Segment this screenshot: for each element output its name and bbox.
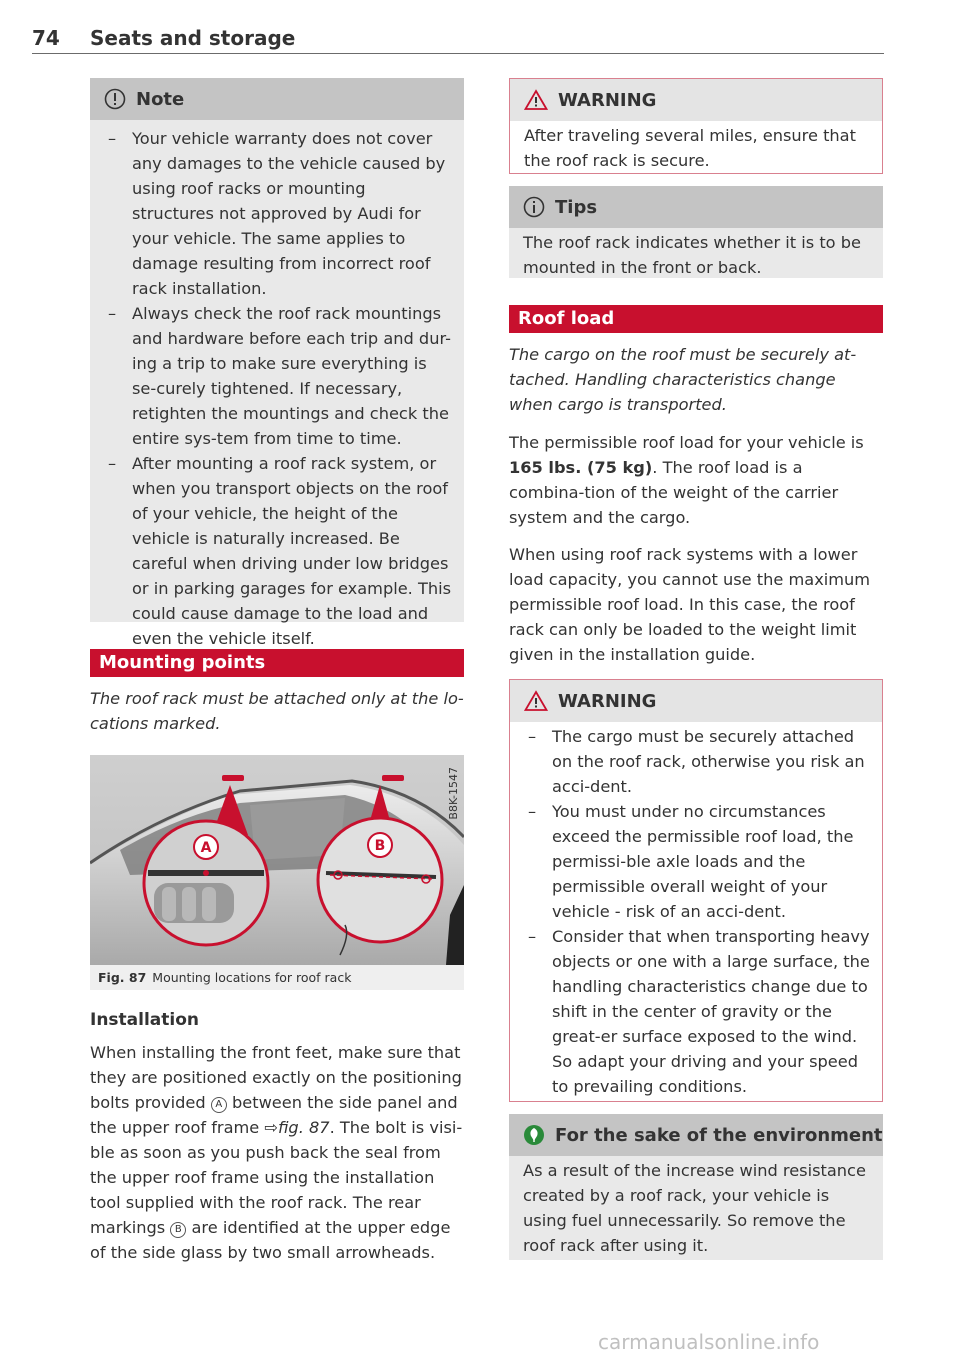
note-box — [90, 78, 464, 648]
warning-icon — [524, 89, 548, 111]
figure-label: Fig. 87 — [98, 970, 147, 985]
tips-title: Tips — [555, 196, 598, 218]
note-icon — [104, 88, 126, 110]
note-list — [104, 126, 452, 651]
fig-reference-link[interactable]: ⇨fig. 87 — [264, 1118, 330, 1137]
installation-text: When installing the front feet, make sure that they are positioned exactly on the positioning bolts provided A between the side panel and the upper roof frame ⇨fig. 87. The bolt is visi-ble as soon as you push back the seal from the upper roof frame using the installation tool supplied with the roof rack. The rear markings B are identified at the upper edge of the side glass by two small arrowheads. — [90, 1043, 463, 1262]
mounting-points-heading: Mounting points — [90, 649, 464, 677]
page-header — [32, 24, 884, 54]
figure-code: B8K-1547 — [447, 767, 460, 820]
warning-body-2 — [510, 722, 882, 1107]
environment-body: As a result of the increase wind resistance created by a roof rack, your vehicle is using fuel unnecessarily. So remove the roof rack after using it. — [523, 1161, 866, 1255]
list-item: – Always check the roof rack mountings and hardware before each trip and dur-ing a trip to make sure everything is se-curely tightened. If necessary, retighten the mountings and check the entire sys-tem from time to time. — [104, 301, 452, 451]
environment-header — [509, 1114, 883, 1156]
tips-box — [509, 186, 883, 278]
note-header — [90, 78, 464, 120]
tips-header — [509, 186, 883, 228]
environment-box — [509, 1114, 883, 1260]
right-column — [509, 78, 883, 1260]
page-number: 74 — [32, 26, 60, 50]
marker-a-label: A — [200, 840, 212, 856]
figure-image — [90, 755, 464, 965]
ref-b-icon: B — [170, 1222, 186, 1238]
warning-header-1 — [510, 79, 882, 121]
list-item: – Your vehicle warranty does not cover any damages to the vehicle caused by using roof racks or mounting structures not approved by Audi for your vehicle. The same applies to damage resulting from incorrect roof rack installation. — [104, 126, 452, 301]
warning-body-1: After traveling several miles, ensure that the roof rack is secure. — [524, 126, 856, 170]
warning-list — [524, 724, 870, 1099]
note-body — [90, 120, 464, 659]
info-icon — [523, 196, 545, 218]
marker-b-label: B — [374, 838, 386, 854]
list-item: – After mounting a roof rack system, or when you transport objects on the roof of your vehicle, the height of the vehicle is naturally increased. Be careful when driving under low bridges or in parking garages for example. This could cause damage to the load and even the vehicle itself. — [104, 451, 452, 651]
note-title: Note — [136, 88, 185, 110]
roof-load-para-1: The permissible roof load for your vehicle is 165 lbs. (75 kg). The roof load is a combina-tion of the weight of the carrier system and the cargo. — [509, 433, 864, 527]
car-illustration — [90, 755, 464, 965]
list-item: – Consider that when transporting heavy objects or one with a large surface, the handling characteristics change due to shift in the center of gravity or the great-er surface exposed to the wind. So adapt your driving and your speed to prevailing conditions. — [524, 924, 870, 1099]
warning-icon — [524, 690, 548, 712]
figure-caption — [90, 965, 464, 990]
figure-87 — [90, 755, 464, 990]
watermark: carmanualsonline.info — [598, 1330, 820, 1354]
roof-load-value: 165 lbs. (75 kg) — [509, 458, 653, 477]
installation-heading: Installation — [90, 1010, 200, 1030]
warning-title-2: WARNING — [558, 690, 657, 712]
roof-load-para-2: When using roof rack systems with a lower load capacity, you cannot use the maximum permissible roof load. In this case, the roof rack can only be loaded to the weight limit given in the installation guide. — [509, 545, 871, 664]
warning-header-2 — [510, 680, 882, 722]
section-title: Seats and storage — [90, 26, 296, 50]
warning-box-1 — [509, 78, 883, 174]
left-column — [90, 78, 464, 1265]
list-item: – The cargo must be securely attached on the roof rack, otherwise you risk an acci-dent. — [524, 724, 870, 799]
tips-body: The roof rack indicates whether it is to be mounted in the front or back. — [523, 233, 861, 277]
warning-box-2 — [509, 679, 883, 1102]
figure-caption-text: Mounting locations for roof rack — [152, 970, 352, 985]
roof-load-intro: The cargo on the roof must be securely at-tached. Handling characteristics change when cargo is transported. — [509, 345, 857, 414]
roof-load-heading: Roof load — [509, 305, 883, 333]
ref-a-icon: A — [211, 1097, 227, 1113]
list-item: – You must under no circumstances exceed the permissible roof load, the permissi-ble axle loads and the permissible overall weight of your vehicle - risk of an acci-dent. — [524, 799, 870, 924]
environment-title: For the sake of the environment — [555, 1124, 883, 1146]
warning-title-1: WARNING — [558, 89, 657, 111]
mounting-intro: The roof rack must be attached only at the lo-cations marked. — [90, 689, 464, 733]
environment-icon — [523, 1124, 545, 1146]
